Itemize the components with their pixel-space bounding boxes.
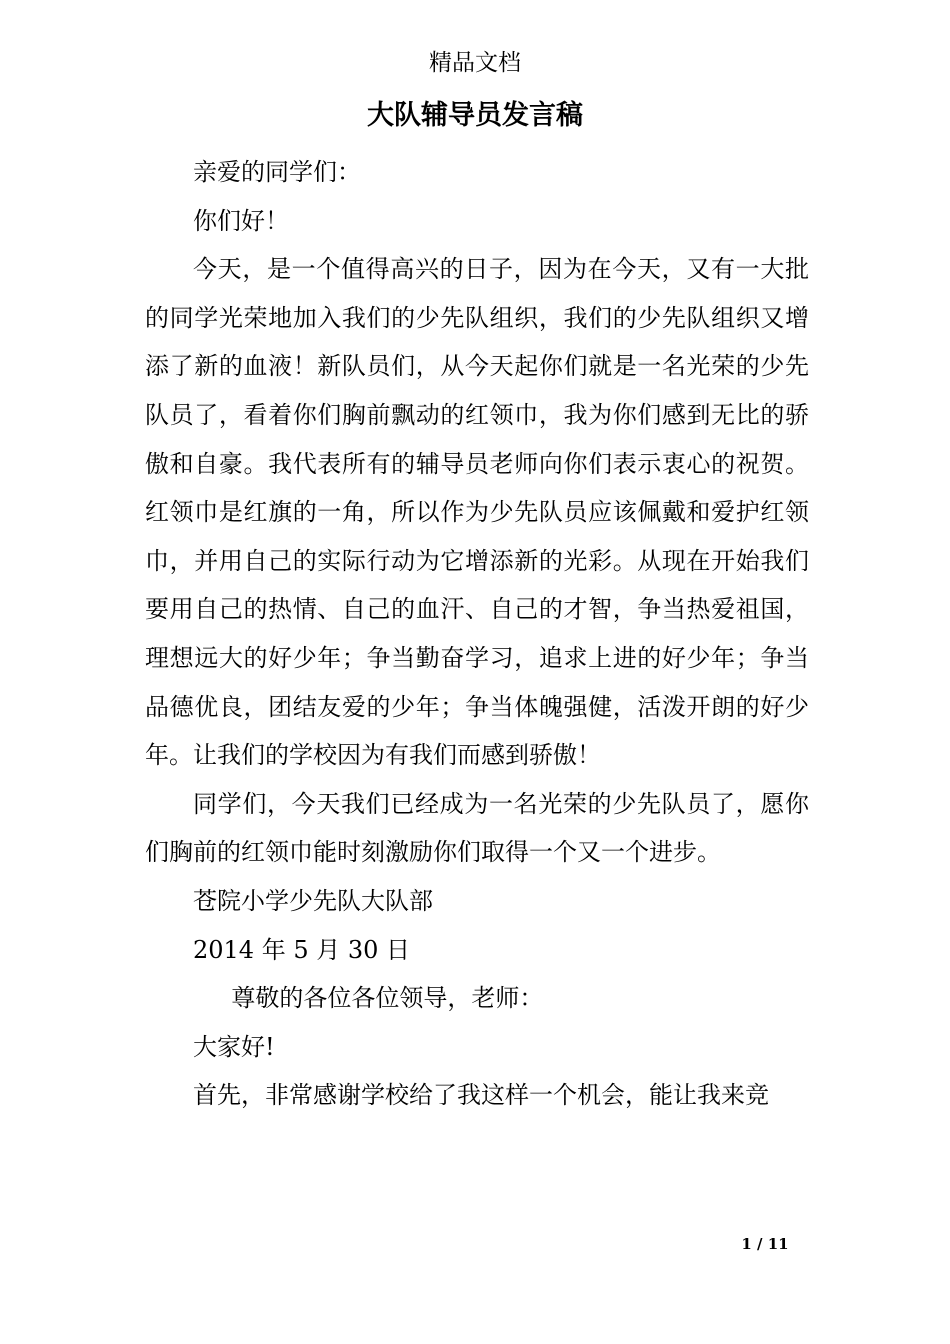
speech-paragraph-main: 今天，是一个值得高兴的日子，因为在今天，又有一大批的同学光荣地加入我们的少先队组织，我们的少先队组织又增添了新的血液！新队员们，从今天起你们就是一名光荣的少先队员了，看着你们胸前飘动的红领巾，我为你们感到无比的骄傲和自豪。我代表所有的辅导员老师向你们表示衷心的祝贺。红领巾是红旗的一角，所以作为少先队员应该佩戴和爱护红领巾，并用自己的实际行动为它增添新的光彩。从现在开始我们要用自己的热情、自己的血汗、自己的才智，争当热爱祖国，理想远大的好少年；争当勤奋学习，追求上进的好少年；争当品德优良，团结友爱的少年；争当体魄强健，活泼开朗的好少年。让我们的学校因为有我们而感到骄傲！ xyxy=(145,255,809,770)
speech-paragraph-closing: 同学们，今天我们已经成为一名光荣的少先队员了，愿你们胸前的红领巾能时刻激励你们取得一个又一个进步。 xyxy=(145,789,809,867)
second-speech-opening: 首先，非常感谢学校给了我这样一个机会，能让我来竞 xyxy=(193,1081,769,1110)
second-speech-greeting: 大家好! xyxy=(193,1032,275,1061)
document-body xyxy=(145,148,809,1120)
greeting: 你们好！ xyxy=(193,206,289,235)
document-title: 大队辅导员发言稿 xyxy=(367,100,583,131)
page-header: 精品文档 xyxy=(429,50,521,76)
salutation: 亲爱的同学们： xyxy=(193,158,361,186)
second-speech-salutation: 尊敬的各位各位领导，老师： xyxy=(231,984,544,1013)
page-number: 1 / 11 xyxy=(741,1235,789,1253)
signature-organization: 苍院小学少先队大队部 xyxy=(193,886,433,915)
signature-date: 2014 年 5 月 30 日 xyxy=(193,935,411,964)
